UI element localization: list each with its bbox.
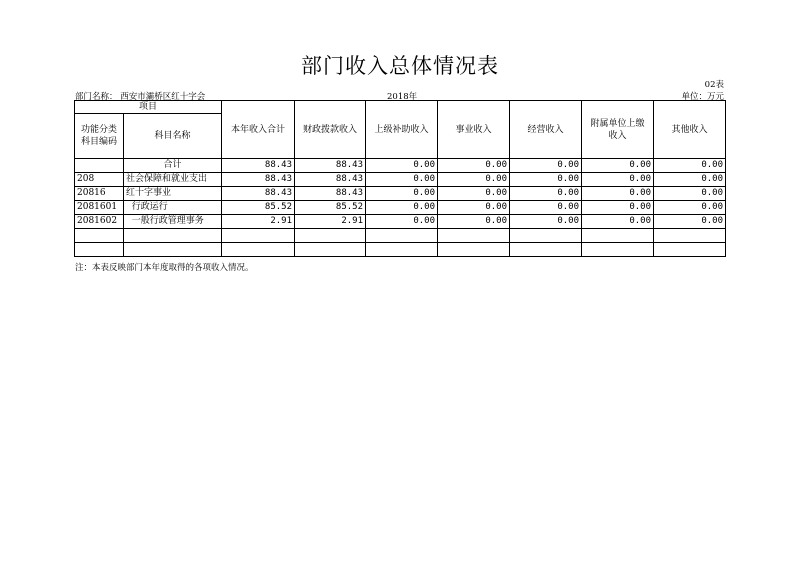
- department-name: 部门名称： 西安市灞桥区红十字会: [75, 92, 206, 102]
- row-value: [510, 243, 582, 257]
- row-value: 0.00: [438, 159, 510, 173]
- row-value: [582, 243, 654, 257]
- row-value: [654, 243, 726, 257]
- column-header: 本年收入合计: [222, 101, 295, 159]
- column-header: 上级补助收入: [366, 101, 438, 159]
- page-title: 部门收入总体情况表: [301, 54, 499, 78]
- table-row: [75, 215, 726, 229]
- row-value: 0.00: [654, 159, 726, 173]
- row-value: [438, 243, 510, 257]
- code-header: 功能分类 科目编码: [75, 114, 124, 159]
- row-value: 0.00: [366, 159, 438, 173]
- row-value: 85.52: [295, 201, 366, 215]
- row-value: 0.00: [582, 187, 654, 201]
- column-header: 经营收入: [510, 101, 582, 159]
- row-value: [295, 243, 366, 257]
- row-value: 0.00: [654, 215, 726, 229]
- row-name: 红十字事业: [124, 187, 222, 201]
- row-value: 0.00: [654, 187, 726, 201]
- row-value: 0.00: [510, 173, 582, 187]
- table-row: [75, 229, 726, 243]
- row-value: 0.00: [366, 215, 438, 229]
- row-value: 0.00: [438, 201, 510, 215]
- row-value: 88.43: [295, 159, 366, 173]
- row-value: 0.00: [654, 173, 726, 187]
- row-value: 88.43: [222, 187, 295, 201]
- row-value: 0.00: [366, 187, 438, 201]
- row-value: [366, 229, 438, 243]
- income-table: [74, 100, 726, 257]
- row-name: 合计: [124, 159, 222, 173]
- row-name: [124, 229, 222, 243]
- row-value: [582, 229, 654, 243]
- row-value: [222, 229, 295, 243]
- row-code: [75, 243, 124, 257]
- row-value: 0.00: [438, 215, 510, 229]
- report-year: 2018年: [387, 92, 418, 102]
- row-value: [438, 229, 510, 243]
- row-value: 88.43: [222, 159, 295, 173]
- row-value: 0.00: [582, 159, 654, 173]
- row-value: 2.91: [222, 215, 295, 229]
- unit-label: 单位：万元: [681, 92, 724, 102]
- table-row: [75, 159, 726, 173]
- form-number: 02表: [704, 80, 724, 90]
- row-name: 社会保障和就业支出: [124, 173, 222, 187]
- row-value: 0.00: [510, 215, 582, 229]
- footnote: 注：本表反映部门本年度取得的各项收入情况。: [75, 263, 254, 273]
- row-name: 一般行政管理事务: [124, 215, 222, 229]
- row-value: 0.00: [654, 201, 726, 215]
- table-row: [75, 173, 726, 187]
- table-row: [75, 187, 726, 201]
- row-value: 0.00: [438, 173, 510, 187]
- row-name: 行政运行: [124, 201, 222, 215]
- table-row: [75, 201, 726, 215]
- row-code: [75, 159, 124, 173]
- column-header: 事业收入: [438, 101, 510, 159]
- row-value: 0.00: [582, 215, 654, 229]
- row-value: 0.00: [438, 187, 510, 201]
- row-value: 0.00: [366, 201, 438, 215]
- column-header: 附属单位上缴 收入: [582, 101, 654, 159]
- project-header: 项目: [75, 101, 222, 114]
- row-value: [510, 229, 582, 243]
- row-code: 208: [75, 173, 124, 187]
- row-value: 88.43: [222, 173, 295, 187]
- row-value: 0.00: [510, 201, 582, 215]
- row-value: [366, 243, 438, 257]
- row-value: [654, 229, 726, 243]
- row-value: 0.00: [510, 159, 582, 173]
- row-code: 2081601: [75, 201, 124, 215]
- column-header: 财政拨款收入: [295, 101, 366, 159]
- row-code: [75, 229, 124, 243]
- row-code: 20816: [75, 187, 124, 201]
- row-value: 0.00: [582, 201, 654, 215]
- column-header: 其他收入: [654, 101, 726, 159]
- row-value: 0.00: [366, 173, 438, 187]
- row-value: 88.43: [295, 173, 366, 187]
- row-value: 88.43: [295, 187, 366, 201]
- row-value: [222, 243, 295, 257]
- table-row: [75, 243, 726, 257]
- row-code: 2081602: [75, 215, 124, 229]
- row-name: [124, 243, 222, 257]
- table-body: [75, 159, 726, 257]
- row-value: 0.00: [510, 187, 582, 201]
- row-value: 85.52: [222, 201, 295, 215]
- row-value: 0.00: [582, 173, 654, 187]
- row-value: [295, 229, 366, 243]
- name-header: 科目名称: [124, 114, 222, 159]
- row-value: 2.91: [295, 215, 366, 229]
